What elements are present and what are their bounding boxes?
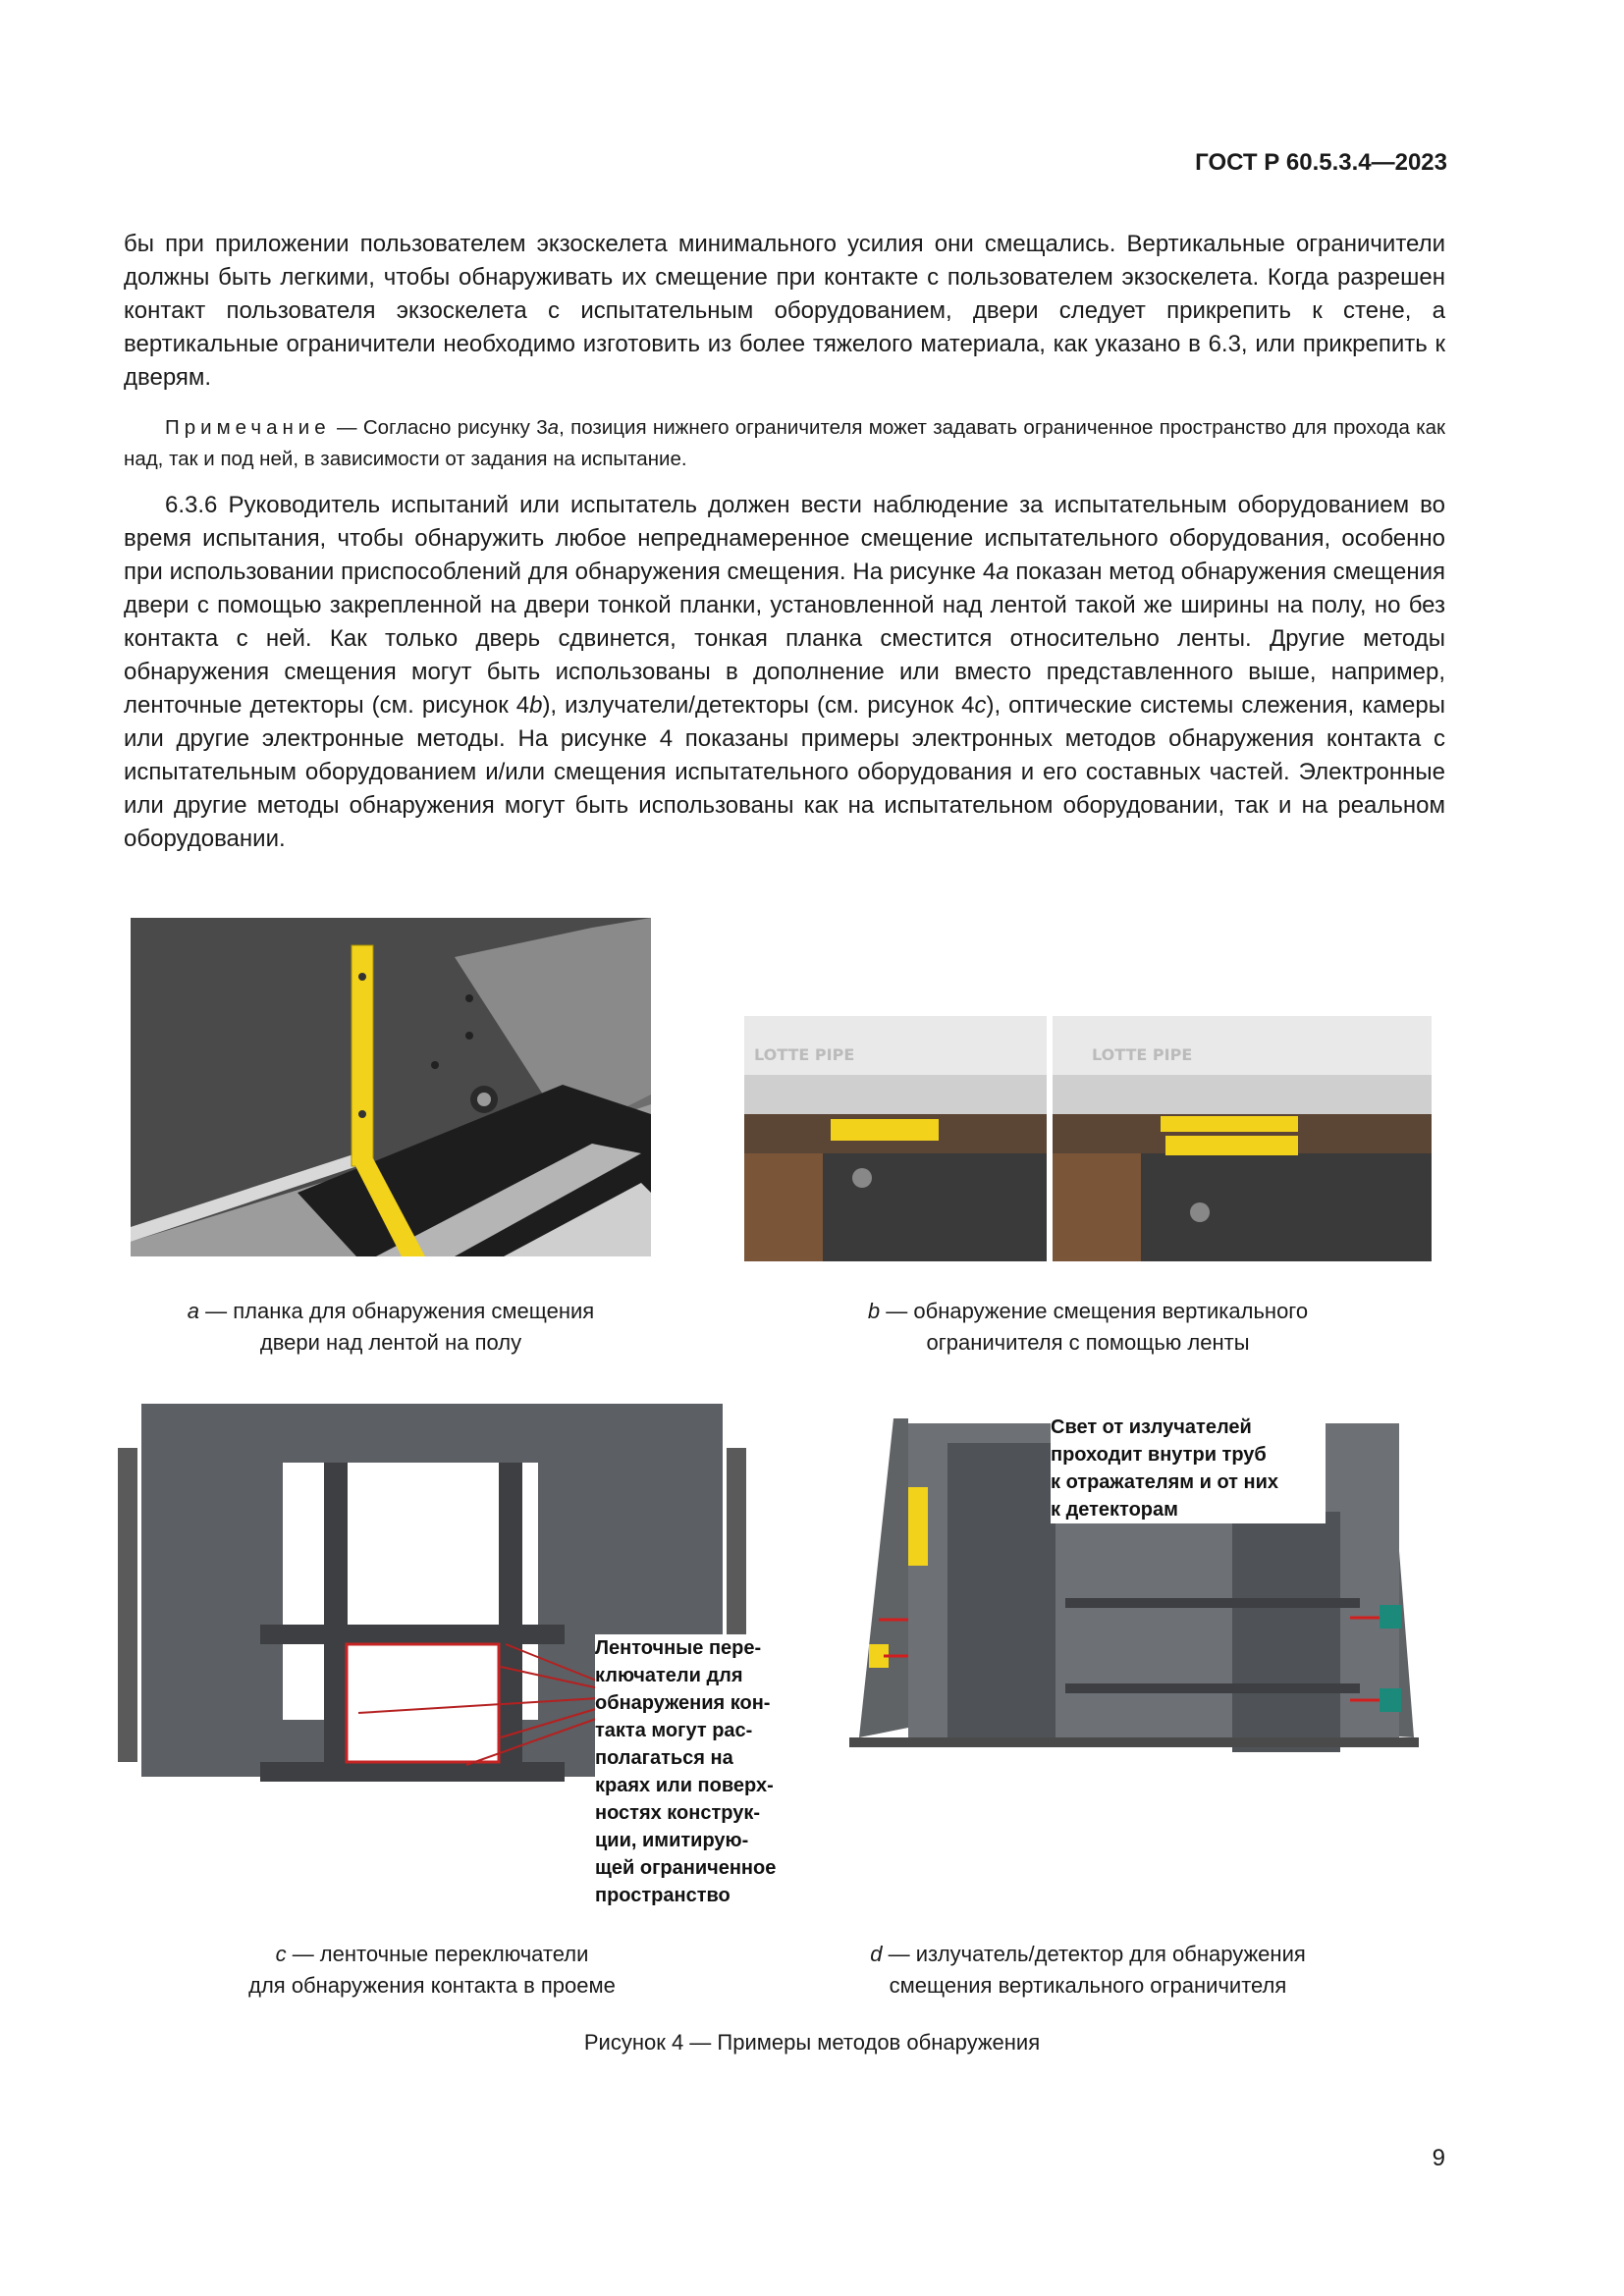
document-code: ГОСТ Р 60.5.3.4—2023 [1195,149,1447,176]
paragraph-1: бы при приложении пользователем экзоскелета минимального усилия они смещались. Вертикальные ограничители должны быть легкими, чтобы обнаруживать их смещение при контакте с пользователем экзоскелета. Когда разрешен контакт пользователя экзоскелета с испытательным оборудованием, двери следует прикрепить к стене, а вертикальные ограничители необходимо изготовить из более тяжелого материала, как указано в 6.3, или прикрепить к дверям. [124,231,1445,391]
caption-a-line2: двери над лентой на полу [259,1330,522,1355]
caption-b-letter: b [867,1299,881,1323]
figure-c-label-line-0: Ленточные пере- [595,1637,762,1659]
figure-d-label [1051,1414,1326,1523]
figure-c-label-line-6: ностях конструк- [595,1802,761,1824]
caption-d [744,1939,1432,2002]
note-text-2: , позиция нижнего ограничителя может задавать ограниченное пространство для прохода как над, так и под ней, в зависимости от задания на испытание. [124,416,1445,470]
figure-c-label-line-4: полагаться на [595,1747,733,1769]
caption-d-line1: — излучатель/детектор для обнаружения [882,1942,1306,1966]
figure-b-photo-right [1053,1016,1432,1261]
figure-b-photo-left [744,1016,1047,1261]
caption-a-line1: — планка для обнаружения смещения [199,1299,595,1323]
p2-ref-a: а [996,559,1009,585]
p2-ref-c: c [974,692,987,719]
figure-title: Рисунок 4 — Примеры методов обнаружения [583,2030,1041,2055]
figure-a-photo [131,918,651,1256]
caption-c-letter: c [275,1942,287,1966]
caption-c-line2: для обнаружения контакта в проеме [248,1973,616,1998]
pipe-text-left: LOTTE PIPE [754,1045,855,1064]
caption-a-letter: a [187,1299,200,1323]
figure-c-label [595,1634,801,1909]
p2-text-d: ), оптические системы слежения, камеры или другие электронные методы. На рисунке 4 показаны примеры электронных методов обнаружения контакта с испытательным оборудованием и/или смещения испытательного оборудования и его составных частей. Электронные или другие методы обнаружения могут быть использованы как на испытательном оборудовании, так и на реальном оборудовании. [124,692,1445,852]
caption-d-line2: смещения вертикального ограничителя [889,1973,1287,1998]
p2-text-a: 6.3.6 Руководитель испытаний или испытатель должен вести наблюдение за испытательным оборудованием во время испытания, чтобы обнаружить любое непреднамеренное смещение испытательного оборудования, особенно при использовании приспособлений для обнаружения смещения. На рисунке 4 [124,492,1445,585]
page-number: 9 [1432,2145,1445,2171]
caption-c [118,1939,746,2002]
figure-c-label-line-5: краях или поверх- [595,1775,774,1796]
figure-c-label-line-2: обнаружения кон- [595,1692,771,1714]
caption-d-letter: d [870,1942,883,1966]
note-text-1: — Согласно рисунку 3 [330,416,548,439]
paragraph-6-3-6 [124,489,1445,856]
note-figure-ref: а [547,416,560,439]
figure-d-label-line-2: к отражателям и от них [1051,1471,1279,1493]
figure-c-label-line-1: ключатели для [595,1665,743,1686]
figure-d-label-line-0: Свет от излучателей [1051,1416,1252,1438]
caption-c-line1: — ленточные переключатели [286,1942,589,1966]
figure-c-label-line-7: ции, имитирую- [595,1830,749,1851]
figure-b-photos [744,1016,1432,1261]
pipe-text-right: LOTTE PIPE [1092,1045,1193,1064]
figure-c-label-line-3: такта могут рас- [595,1720,753,1741]
figure-d-label-line-3: к детекторам [1051,1499,1178,1521]
caption-b-line2: ограничителя с помощью ленты [926,1330,1250,1355]
caption-b-line1: — обнаружение смещения вертикального [880,1299,1309,1323]
note [124,412,1445,475]
p2-ref-b: b [529,692,543,719]
p2-text-b: показан метод обнаружения смещения двери с помощью закрепленной на двери тонкой планки, установленной над лентой такой же ширины на полу, но без контакта с ней. Как только дверь сдвинется, тонкая планка сместится относительно ленты. Другие методы обнаружения смещения могут быть использованы в дополнение или вместо представленного выше, например, ленточные детекторы (см. рисунок 4 [124,559,1445,719]
figure-c-label-line-8: щей ограниченное [595,1857,777,1879]
caption-b [744,1296,1432,1359]
figure-c-label-line-9: пространство [595,1885,731,1906]
p2-text-c: ), излучатели/детекторы (см. рисунок 4 [542,692,975,719]
note-label: Примечание [165,416,331,439]
caption-a [131,1296,651,1359]
figure-d-label-line-1: проходит внутри труб [1051,1444,1267,1466]
